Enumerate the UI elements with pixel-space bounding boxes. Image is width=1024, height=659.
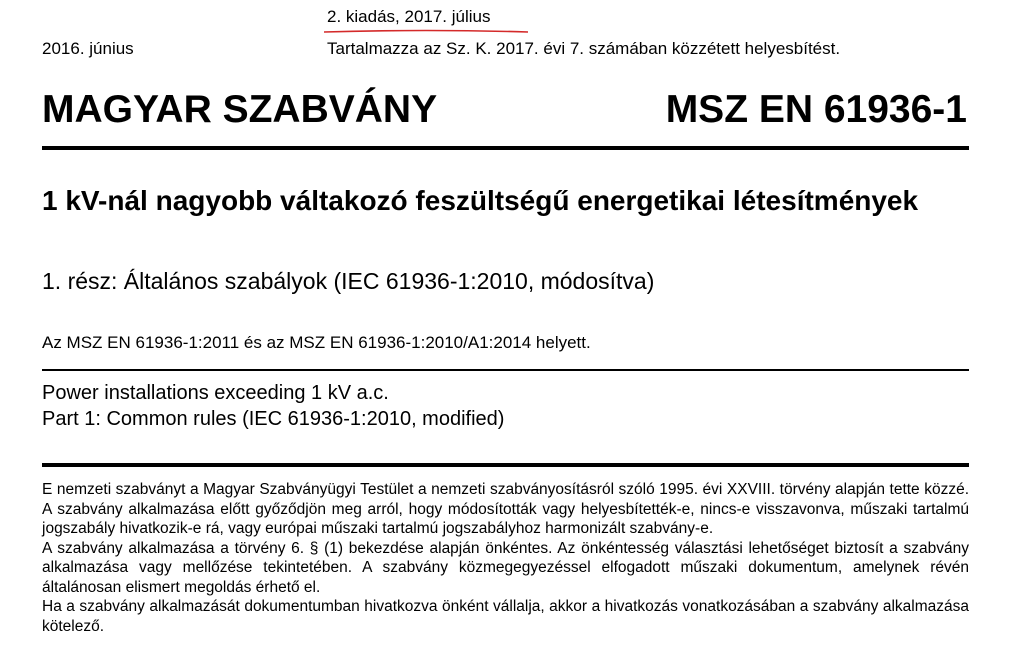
- standard-number: MSZ EN 61936-1: [665, 88, 967, 131]
- standard-name: MAGYAR SZABVÁNY: [42, 88, 438, 131]
- subtitle-hungarian: 1. rész: Általános szabályok (IEC 61936-1:2010, módosítva): [42, 268, 655, 294]
- divider-thin: [42, 369, 969, 371]
- original-date: 2016. június: [42, 39, 134, 58]
- correction-note: Tartalmazza az Sz. K. 2017. évi 7. számában közzétett helyesbítést.: [327, 39, 841, 58]
- divider-thick: [42, 463, 969, 467]
- title-hungarian: 1 kV-nál nagyobb váltakozó feszültségű energetikai létesítmények: [42, 185, 919, 216]
- title-english: Power installations exceeding 1 kV a.c.: [42, 382, 389, 404]
- subtitle-english: Part 1: Common rules (IEC 61936-1:2010, modified): [42, 408, 505, 430]
- legal-notice: [42, 480, 969, 636]
- divider-thick: [42, 146, 969, 150]
- legal-paragraph: Ha a szabvány alkalmazását dokumentumban hivatkozva önként vállalja, akkor a hivatkozás vonatkozásában a szabvány alkalmazása kötelező.: [42, 598, 969, 635]
- title-english-block: [42, 380, 504, 432]
- legal-paragraph: E nemzeti szabványt a Magyar Szabványügyi Testület a nemzeti szabványosításról szóló 1995. évi XXVIII. törvény alapján tette közzé. A szabvány alkalmazása előtt győződjön meg arról, hogy módosították vagy helyesbítették-e, nincs-e visszavonva, műszaki tartalmú jogszabály hivatkozik-e rá, vagy európai műszaki tartalmú jogszabályhoz harmonizált szabvány-e.: [42, 481, 969, 537]
- edition-label: 2. kiadás, 2017. július: [327, 7, 491, 26]
- red-underline-annotation: [322, 29, 530, 35]
- replaces-note: Az MSZ EN 61936-1:2011 és az MSZ EN 61936-1:2010/A1:2014 helyett.: [42, 333, 591, 352]
- legal-paragraph: A szabvány alkalmazása a törvény 6. § (1) bekezdése alapján önkéntes. Az önkéntesség választási lehetőséget biztosít a szabvány alkalmazása vagy mellőzése tekintetében. A szabvány közmegegyezéssel elfogadott műszaki dokumentum, amelynek révén általánosan elismert megoldás érhető el.: [42, 539, 969, 596]
